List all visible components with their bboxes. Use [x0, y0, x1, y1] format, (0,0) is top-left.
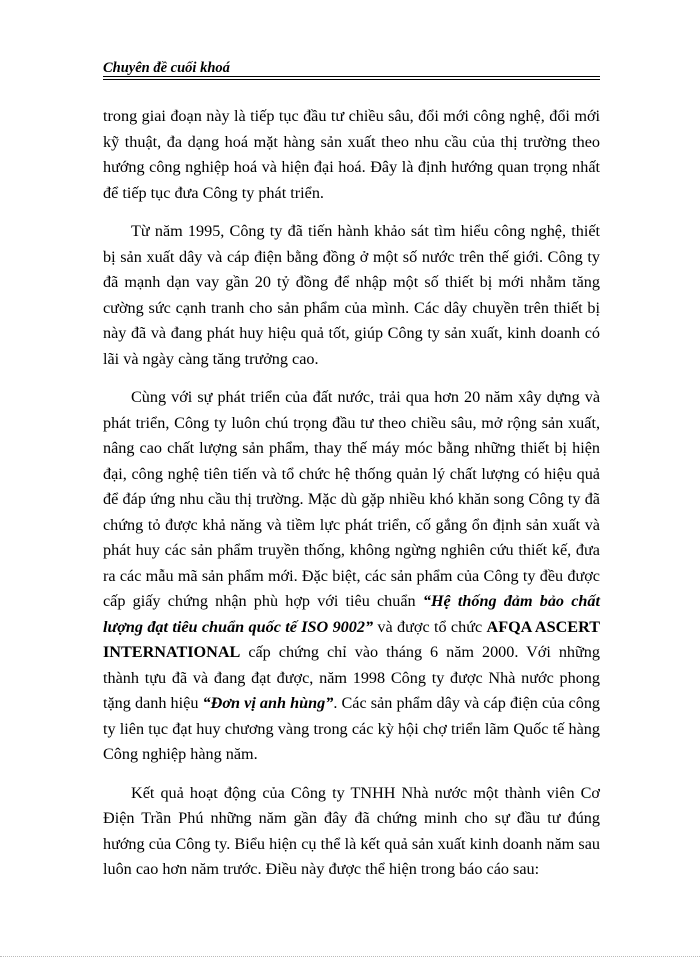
page-bottom-edge	[0, 956, 700, 957]
paragraph-2: Từ năm 1995, Công ty đã tiến hành khảo sát tìm hiểu công nghệ, thiết bị sản xuất dây và cáp điện bằng đồng ở một số nước trên thế giới. Công ty đã mạnh dạn vay gần 20 tỷ đồng để nhập một số thiết bị mới nhằm tăng cường sức cạnh tranh cho sản phẩm của mình. Các dây chuyền trên thiết bị này đã và đang phát huy hiệu quả tốt, giúp Công ty sản xuất, kinh doanh có lãi và ngày càng tăng trưởng cao.	[103, 222, 600, 368]
paragraph-3-text-d: . Các sản phẩm dây và cáp điện của công ty liên tục đạt huy chương vàng trong các kỳ hội chợ triển lãm Quốc tế hàng Công nghiệp hàng năm.	[103, 694, 601, 763]
hero-title-quote: “Đơn vị anh hùng”	[202, 694, 334, 712]
paragraph-3	[103, 385, 600, 768]
paragraph-3-text-a: Cùng với sự phát triển của đất nước, trải qua hơn 20 năm xây dựng và phát triển, Công ty luôn chú trọng đầu tư theo chiều sâu, mở rộng sản xuất, nâng cao chất lượng sản phẩm, thay thế máy móc bằng những thiết bị hiện đại, công nghệ tiên tiến và tổ chức hệ thống quản lý chất lượng có hiệu quả để đáp ứng nhu cầu thị trường. Mặc dù gặp nhiều khó khăn song Công ty đã chứng tỏ được khả năng và tiềm lực phát triển, cố gắng ổn định sản xuất và phát huy các sản phẩm truyền thống, không ngừng nghiên cứu thiết kế, đưa ra các mẫu mã sản phẩm mới. Đặc biệt, các sản phẩm của Công ty đều được cấp giấy chứng nhận phù hợp với tiêu chuẩn	[103, 388, 600, 610]
paragraph-3-text-b: và được tổ chức	[373, 617, 487, 636]
header-rule-thick	[103, 76, 600, 77]
paragraph-1: trong giai đoạn này là tiếp tục đầu tư chiều sâu, đổi mới công nghệ, đổi mới kỹ thuật, đa dạng hoá mặt hàng sản xuất theo nhu cầu của thị trường theo hướng công nghiệp hoá và hiện đại hoá. Đây là định hướng quan trọng nhất để tiếp tục đưa Công ty phát triển.	[103, 107, 600, 202]
paragraph-4: Kết quả hoạt động của Công ty TNHH Nhà nước một thành viên Cơ Điện Trần Phú những năm gần đây đã chứng minh cho sự đầu tư đúng hướng của Công ty. Biểu hiện cụ thể là kết quả sản xuất kinh doanh năm sau luôn cao hơn năm trước. Điều này được thể hiện trong báo cáo sau:	[103, 783, 600, 878]
header-title: Chuyên đề cuối khoá	[103, 60, 230, 76]
certifier-name: AFQA ASCERT INTERNATIONAL	[103, 617, 601, 661]
paragraph-3-text-c: cấp chứng chỉ vào tháng 6 năm 2000. Với những thành tựu đã và đang đạt được, năm 1998 Công ty được Nhà nước phong tặng danh hiệu	[103, 643, 600, 712]
header-rule-thin	[103, 79, 600, 80]
page-header	[103, 58, 600, 82]
iso-standard-quote: “Hệ thống đảm bảo chất lượng đạt tiêu chuẩn quốc tế ISO 9002”	[103, 592, 600, 636]
document-body	[103, 104, 600, 896]
